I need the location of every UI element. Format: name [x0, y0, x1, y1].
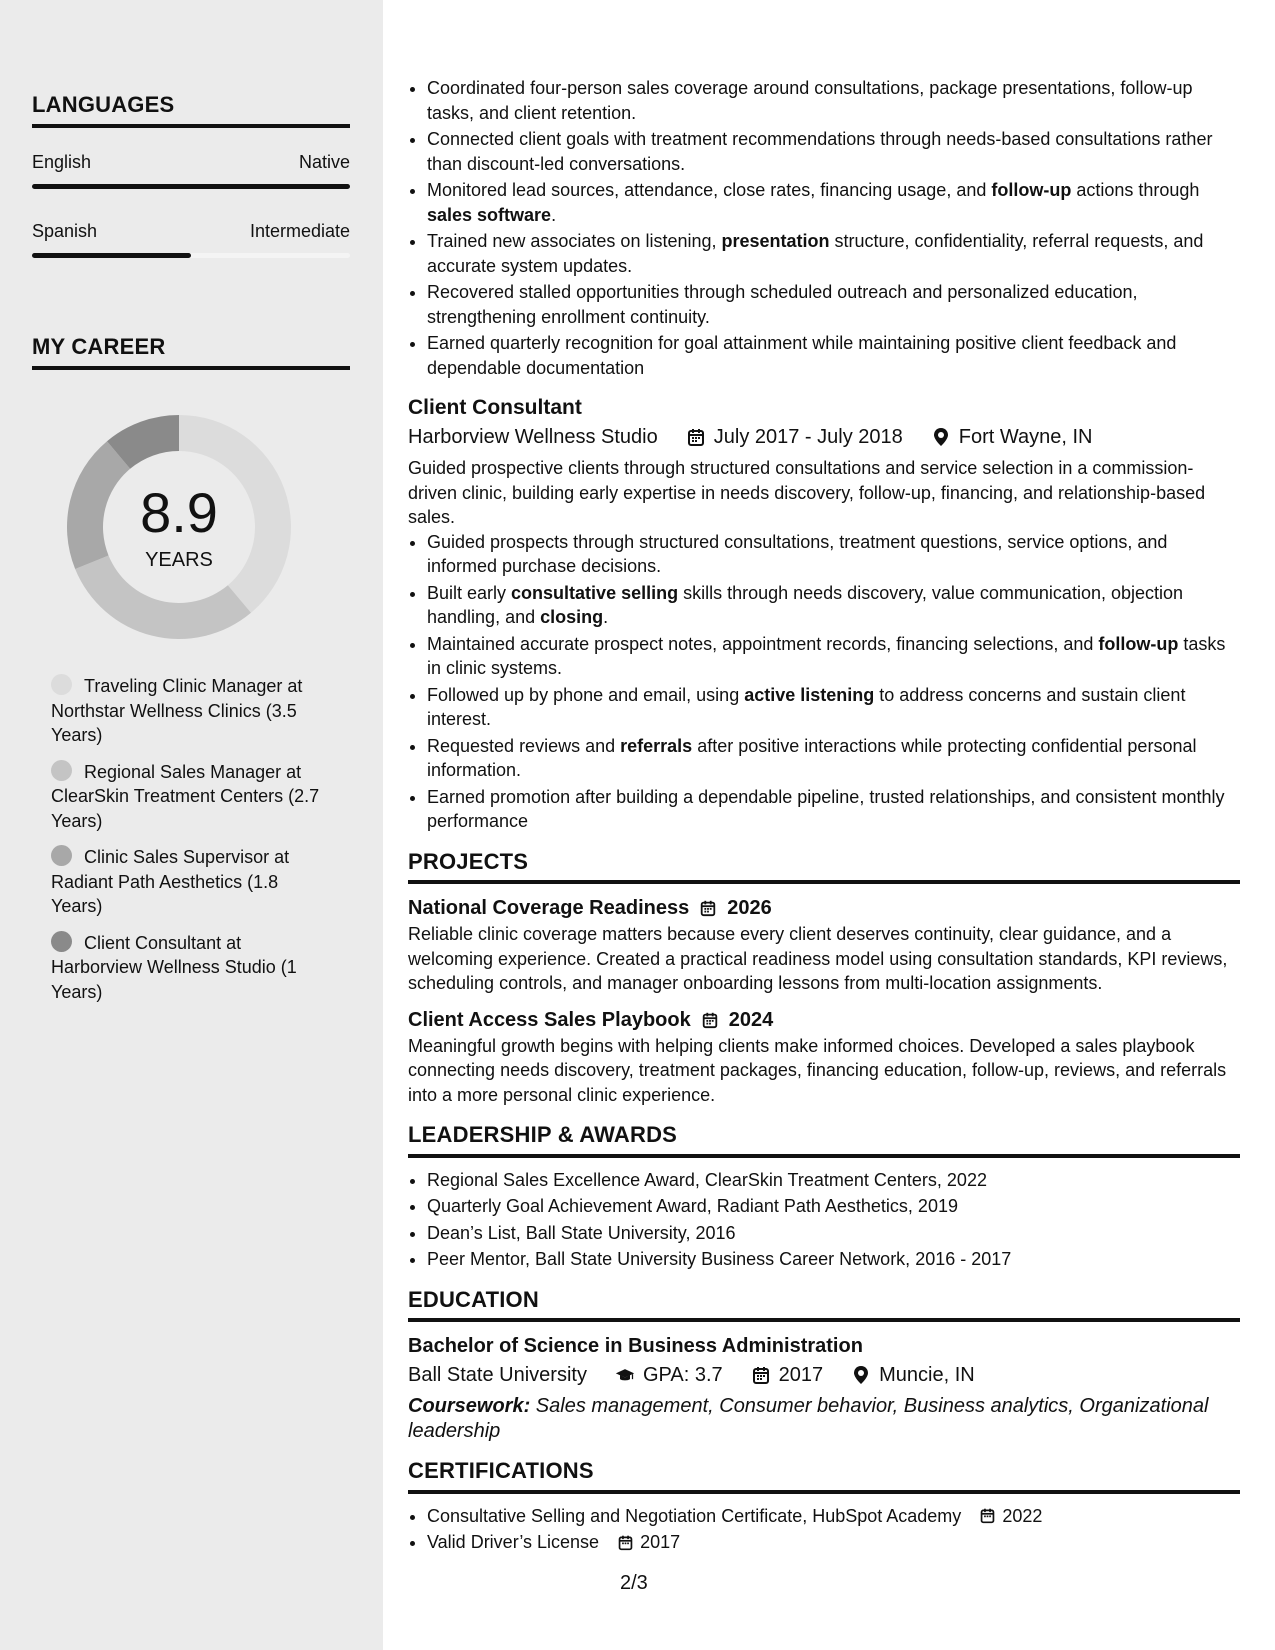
legend-item — [51, 674, 321, 748]
project-year: 2026 — [727, 897, 772, 919]
languages-heading: LANGUAGES — [32, 92, 350, 128]
awards-section — [408, 1123, 1240, 1272]
language-level: Native — [298, 152, 350, 172]
career-donut-center — [67, 415, 291, 639]
language-level: Intermediate — [249, 221, 350, 241]
job-company: Harborview Wellness Studio — [408, 426, 658, 448]
bullet-item: • Monitored lead sources, attendance, close rates, financing usage, and follow-up actions through sales software. — [427, 178, 1240, 227]
education-heading: EDUCATION — [408, 1288, 1240, 1323]
certification-name: • Valid Driver’s License — [427, 1532, 600, 1552]
project-title-row — [408, 1006, 1240, 1034]
page-number: 2/3 — [620, 1572, 648, 1594]
bullet-item: • Built early consultative selling skills through needs discovery, value communication, objection handling, and closing. — [427, 581, 1240, 630]
bullet-item: • Recovered stalled opportunities through scheduled outreach and personalized education, strengthening enrollment continuity. — [427, 280, 1240, 329]
bullet-item: • Followed up by phone and email, using active listening to address concerns and sustain client interest. — [427, 683, 1240, 732]
project-description: Reliable clinic coverage matters because every client deserves continuity, clear guidance, and a welcoming experience. Created a practical readiness model using consultation standards, KPI reviews, scheduling controls, and manager onboarding lessons from multi-location assignments. — [408, 924, 1228, 993]
language-name: Spanish — [32, 221, 98, 241]
certification-item — [427, 1530, 1240, 1555]
job-location: Fort Wayne, IN — [958, 426, 1093, 448]
career-heading: MY CAREER — [32, 334, 350, 370]
calendar-icon — [699, 899, 717, 917]
location-pin-icon — [931, 427, 951, 447]
calendar-icon — [751, 1365, 771, 1385]
bullet-item: • Coordinated four-person sales coverage around consultations, package presentations, follow-up tasks, and client retention. — [427, 76, 1240, 125]
awards-heading: LEADERSHIP & AWARDS — [408, 1123, 1240, 1158]
legend-label: Clinic Sales Supervisor at Radiant Path Aesthetics (1.8 Years) — [51, 847, 290, 916]
legend-dot — [51, 845, 72, 866]
projects-section — [408, 850, 1240, 1108]
bullet-item: • Earned quarterly recognition for goal attainment while maintaining positive client feedback and dependable documentation — [427, 331, 1240, 380]
language-row-english — [32, 152, 350, 173]
calendar-icon — [686, 427, 706, 447]
career-donut-chart — [67, 415, 291, 639]
coursework — [408, 1394, 1240, 1443]
project-year: 2024 — [728, 1008, 774, 1031]
education-meta — [408, 1360, 1240, 1390]
project-title-row — [408, 894, 1240, 922]
coursework-label: Coursework: — [408, 1395, 531, 1417]
coursework-text: Sales management, Consumer behavior, Business analytics, Organizational leadership — [408, 1395, 1209, 1442]
award-item: • Peer Mentor, Ball State University Business Career Network, 2016 - 2017 — [427, 1247, 1240, 1272]
legend-label: Traveling Clinic Manager at Northstar Wellness Clinics (3.5 Years) — [51, 676, 303, 745]
legend-dot — [51, 674, 72, 695]
bullet-item: • Earned promotion after building a dependable pipeline, trusted relationships, and consistent monthly performance — [427, 785, 1240, 834]
legend-item — [51, 931, 321, 1005]
graduation-cap-icon — [615, 1365, 635, 1385]
calendar-icon — [701, 1011, 719, 1029]
certification-name: • Consultative Selling and Negotiation Certificate, HubSpot Academy — [427, 1505, 962, 1526]
job-bullets — [408, 530, 1240, 834]
career-section — [32, 334, 350, 370]
legend-dot — [51, 931, 72, 952]
job-meta — [408, 422, 1240, 452]
bullet-item: • Guided prospects through structured consultations, treatment questions, service options, and informed purchase decisions. — [427, 530, 1240, 579]
certification-year: 2017 — [640, 1532, 681, 1552]
education-section — [408, 1288, 1240, 1444]
certification-year: 2022 — [1002, 1505, 1043, 1526]
certifications-heading: CERTIFICATIONS — [408, 1459, 1240, 1494]
language-bar-fill — [32, 253, 191, 258]
projects-heading: PROJECTS — [408, 850, 1240, 885]
job-summary: Guided prospective clients through structured consultations and service selection in a commission-driven clinic, building early expertise in needs discovery, follow-up, financing, and relationship-based sales. — [408, 458, 1206, 527]
school-location: Muncie, IN — [879, 1364, 975, 1386]
language-bar-english — [32, 184, 350, 189]
language-bar-fill — [32, 184, 350, 189]
certifications-section — [408, 1459, 1240, 1555]
project-title: Client Access Sales Playbook — [408, 1008, 691, 1031]
project-title: National Coverage Readiness — [408, 897, 690, 919]
gpa: GPA: 3.7 — [642, 1364, 723, 1386]
legend-label: Client Consultant at Harborview Wellness Studio (1 Years) — [51, 932, 297, 1002]
job-dates: July 2017 - July 2018 — [713, 426, 903, 448]
languages-section — [32, 92, 350, 128]
sidebar — [0, 0, 383, 1650]
bullet-item: • Maintained accurate prospect notes, appointment records, financing selections, and follow-up tasks in clinic systems. — [427, 632, 1240, 681]
bullet-item: • Connected client goals with treatment recommendations through needs-based consultations rather than discount-led conversations. — [427, 127, 1240, 176]
location-pin-icon — [851, 1365, 871, 1385]
school-name: Ball State University — [408, 1364, 587, 1386]
language-name: English — [32, 152, 92, 172]
language-row-spanish — [32, 221, 350, 242]
career-legend — [51, 674, 321, 1016]
legend-item — [51, 760, 321, 834]
legend-item — [51, 845, 321, 919]
certifications-list — [408, 1504, 1240, 1555]
main-content — [408, 76, 1240, 1557]
award-item: • Dean’s List, Ball State University, 2016 — [427, 1221, 1240, 1246]
award-item: • Quarterly Goal Achievement Award, Radiant Path Aesthetics, 2019 — [427, 1194, 1240, 1219]
career-total-years: 8.9 — [140, 481, 218, 544]
previous-job-bullets — [408, 76, 1240, 380]
legend-label: Regional Sales Manager at ClearSkin Treatment Centers (2.7 Years) — [51, 761, 320, 831]
award-item: • Regional Sales Excellence Award, ClearSkin Treatment Centers, 2022 — [427, 1168, 1240, 1193]
degree-title: Bachelor of Science in Business Administration — [408, 1335, 863, 1357]
career-total-unit: YEARS — [145, 549, 213, 571]
project-description: Meaningful growth begins with helping clients make informed choices. Developed a sales playbook connecting needs discovery, treatment packages, financing education, follow-up, reviews, and referrals into a more personal clinic experience. — [408, 1035, 1227, 1105]
calendar-icon — [979, 1507, 996, 1524]
legend-dot — [51, 760, 72, 781]
job-title: Client Consultant — [408, 396, 582, 419]
bullet-item: • Requested reviews and referrals after positive interactions while protecting confidential personal information. — [427, 734, 1240, 783]
certification-item — [427, 1504, 1240, 1529]
graduation-year: 2017 — [778, 1364, 824, 1386]
language-bar-spanish — [32, 253, 350, 258]
calendar-icon — [617, 1534, 634, 1551]
bullet-item: • Trained new associates on listening, presentation structure, confidentiality, referral requests, and accurate system updates. — [427, 229, 1240, 278]
awards-list — [408, 1168, 1240, 1272]
